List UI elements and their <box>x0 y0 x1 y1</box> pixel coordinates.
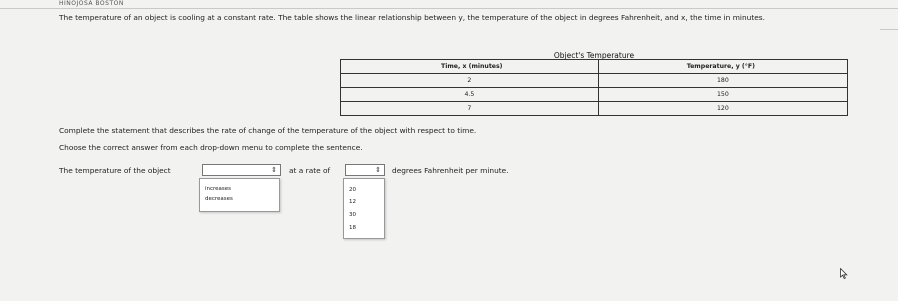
table-cell-temperature: 180 <box>598 74 847 88</box>
temperature-table <box>340 59 848 116</box>
dropdown-option-20[interactable]: 20 <box>349 187 356 193</box>
table-row <box>341 74 848 88</box>
direction-dropdown-menu <box>199 178 280 212</box>
user-name: HINOJOSA BOSTON <box>59 0 124 7</box>
rate-dropdown-menu <box>343 178 385 239</box>
direction-dropdown[interactable] <box>202 164 281 176</box>
chevron-updown-icon: ⇕ <box>375 166 381 174</box>
dropdown-option-18[interactable]: 18 <box>349 225 356 231</box>
dropdown-option-decreases[interactable]: decreases <box>205 196 233 202</box>
table-cell-temperature: 150 <box>598 88 847 102</box>
dropdown-option-12[interactable]: 12 <box>349 199 356 205</box>
table-row <box>341 88 848 102</box>
table-cell-temperature: 120 <box>598 102 847 116</box>
table-header-time: Time, x (minutes) <box>341 60 599 74</box>
statement-text: Complete the statement that describes the rate of change of the temperature of the object with respect to time. <box>59 126 477 135</box>
dropdown-option-30[interactable]: 30 <box>349 212 356 218</box>
dropdown-option-increases[interactable]: increases <box>205 186 232 192</box>
table-row <box>341 102 848 116</box>
sentence-part-2: at a rate of <box>289 166 331 175</box>
header-divider-short <box>880 29 898 30</box>
table-cell-time: 2 <box>341 74 599 88</box>
table-cell-time: 4.5 <box>341 88 599 102</box>
header-divider <box>0 8 898 9</box>
chevron-updown-icon: ⇕ <box>271 166 277 174</box>
question-prompt: The temperature of an object is cooling at a constant rate. The table shows the linear relationship between y, the temperature of the object in degrees Fahrenheit, and x, the time in minutes. <box>59 13 765 22</box>
table-caption: Object's Temperature <box>553 51 635 60</box>
table-cell-time: 7 <box>341 102 599 116</box>
sentence-part-3: degrees Fahrenheit per minute. <box>392 166 509 175</box>
instruction-text: Choose the correct answer from each drop-down menu to complete the sentence. <box>59 143 363 152</box>
table-header-temperature: Temperature, y (°F) <box>598 60 847 74</box>
mouse-pointer-icon <box>840 264 848 283</box>
rate-dropdown[interactable] <box>345 164 385 176</box>
table-header-row <box>341 60 848 74</box>
sentence-part-1: The temperature of the object <box>59 166 171 175</box>
